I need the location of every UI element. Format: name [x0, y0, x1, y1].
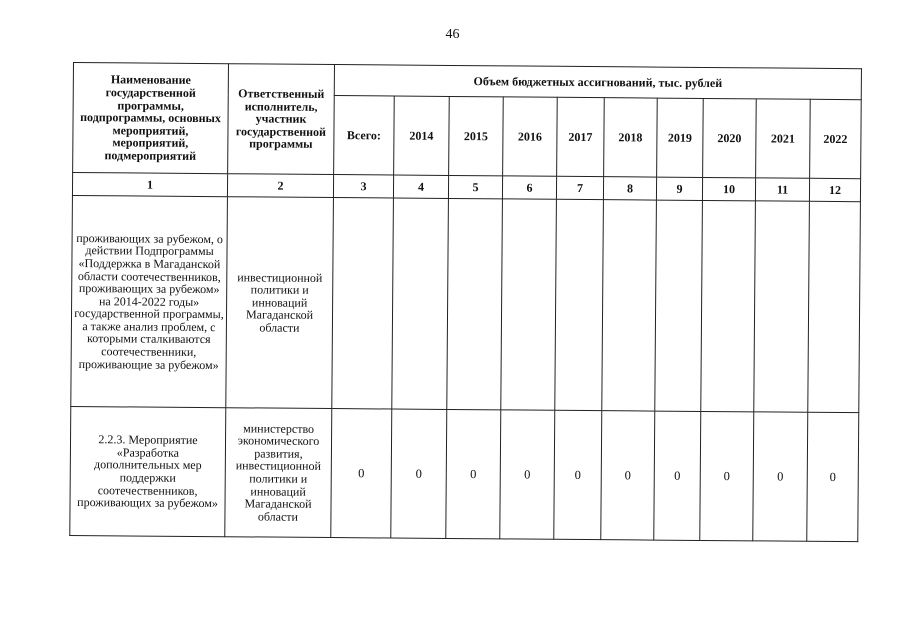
column-number: 9 [656, 177, 702, 200]
header-year-2021: 2021 [756, 99, 811, 178]
row-name-cell: 2.2.3. Мероприятие «Разработка дополнительных мер поддержки соотечественников, проживающих за рубежом» [70, 406, 226, 536]
value-cell: 0 [601, 411, 655, 540]
page-number: 46 [445, 27, 460, 42]
value-cell [392, 198, 449, 409]
value-cell [655, 200, 703, 411]
value-cell [447, 198, 503, 409]
row-responsible-cell: министерство экономического развития, инвестиционной политики и инноваций Магаданской области [225, 408, 332, 538]
header-year-2014: 2014 [394, 96, 450, 175]
value-cell: 0 [554, 410, 602, 539]
column-number: 1 [72, 173, 227, 197]
value-cell [501, 199, 557, 410]
header-year-2017: 2017 [557, 97, 605, 176]
budget-table [69, 62, 862, 542]
value-cell: 0 [331, 409, 392, 538]
value-cell: 0 [654, 411, 701, 540]
row-responsible-cell: инвестиционной политики и инноваций Магаданской области [226, 197, 334, 409]
column-number: 8 [603, 177, 656, 200]
column-number: 12 [809, 178, 860, 201]
column-number: 3 [333, 175, 393, 198]
column-number: 2 [227, 174, 333, 198]
header-name-column: Наименование государственной программы, подпрограммы, основных мероприятий, мероприятий, подмероприятий [73, 63, 229, 174]
row-name-cell: проживающих за рубежом, о действии Подпрограммы «Поддержка в Магаданской области соотечественников, проживающих за рубежом» на 2014-2022 годы» государственной программы, а также анализ проблем, с которыми сталкиваются соотечественники, проживающие за рубежом» [71, 195, 228, 407]
column-number: 6 [502, 176, 556, 199]
column-number: 7 [556, 176, 603, 199]
header-total: Всего: [334, 96, 395, 175]
value-cell [754, 201, 810, 412]
column-number: 4 [393, 175, 448, 198]
header-year-2018: 2018 [604, 98, 658, 177]
header-year-2022: 2022 [810, 99, 862, 178]
header-year-2015: 2015 [449, 96, 504, 175]
header-year-2020: 2020 [703, 98, 757, 177]
header-budget-group: Объем бюджетных ассигнований, тыс. рублей [334, 65, 861, 100]
value-cell: 0 [446, 409, 501, 538]
column-number: 5 [448, 175, 502, 198]
value-cell: 0 [807, 412, 859, 541]
value-cell: 0 [500, 410, 555, 539]
column-number: 11 [755, 178, 809, 201]
value-cell [701, 200, 756, 411]
header-year-2019: 2019 [657, 98, 704, 177]
header-responsible-column: Ответственный исполнитель, участник государственной программы [228, 64, 335, 175]
value-cell [555, 199, 604, 410]
value-cell [602, 200, 657, 411]
value-cell: 0 [391, 409, 447, 538]
table-row [70, 406, 859, 541]
value-cell: 0 [753, 412, 808, 541]
header-year-2016: 2016 [503, 97, 558, 176]
table-row [71, 195, 861, 412]
value-cell [332, 198, 394, 409]
column-number: 10 [702, 177, 755, 200]
value-cell: 0 [700, 411, 754, 540]
value-cell [808, 201, 861, 412]
